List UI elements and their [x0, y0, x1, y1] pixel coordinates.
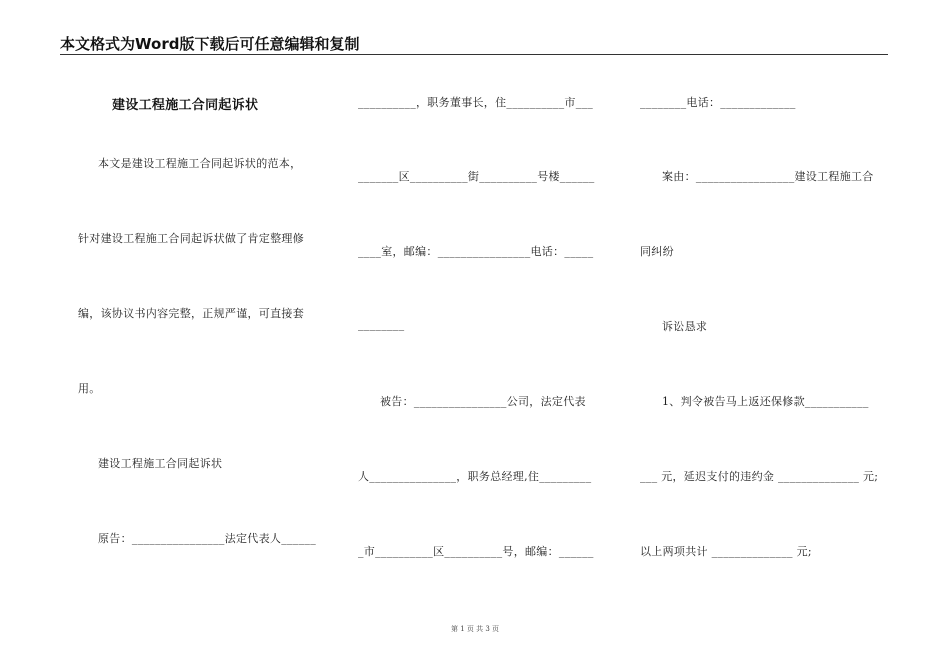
- plaintiff-detail-line-3: ____室，邮编：________________电话：_____: [358, 245, 594, 258]
- plaintiff-line: 原告：________________法定代表人______: [98, 532, 316, 545]
- document-title: 建设工程施工合同起诉状: [112, 98, 259, 113]
- cause-line-1: 案由：_________________建设工程施工合: [662, 170, 874, 183]
- cause-line-2: 同纠纷: [640, 245, 674, 258]
- complaint-heading: 建设工程施工合同起诉状: [98, 457, 223, 470]
- claims-heading: 诉讼恳求: [662, 320, 708, 333]
- plaintiff-detail-line-1: __________，职务董事长，住__________市___: [358, 96, 594, 109]
- header-divider: [60, 54, 888, 55]
- intro-line-4: 用。: [78, 382, 101, 395]
- claim-line-2: ___ 元，延迟支付的违约金 ______________ 元;: [640, 470, 879, 483]
- intro-line-2: 针对建设工程施工合同起诉状做了肯定整理修: [78, 232, 304, 245]
- intro-line-1: 本文是建设工程施工合同起诉状的范本，: [98, 157, 302, 170]
- defendant-line-3: _市__________区__________号，邮编：______: [358, 545, 594, 558]
- document-header-title: 本文格式为Word版下载后可任意编辑和复制: [60, 35, 360, 53]
- defendant-line-1: 被告：________________公司，法定代表: [380, 395, 586, 408]
- page-number: 第 1 页 共 3 页: [450, 625, 500, 633]
- claim-line-3: 以上两项共计 ______________ 元;: [640, 545, 812, 558]
- plaintiff-detail-line-4: ________: [358, 318, 405, 331]
- phone-line: ________电话：_____________: [640, 96, 796, 109]
- claim-line-1: 1、判令被告马上返还保修款___________: [662, 395, 869, 408]
- intro-line-3: 编，该协议书内容完整，正规严谨，可直接套: [78, 307, 304, 320]
- plaintiff-detail-line-2: _______区__________街__________号楼______: [358, 170, 595, 183]
- defendant-line-2: 人_______________，职务总经理,住_________: [358, 470, 592, 483]
